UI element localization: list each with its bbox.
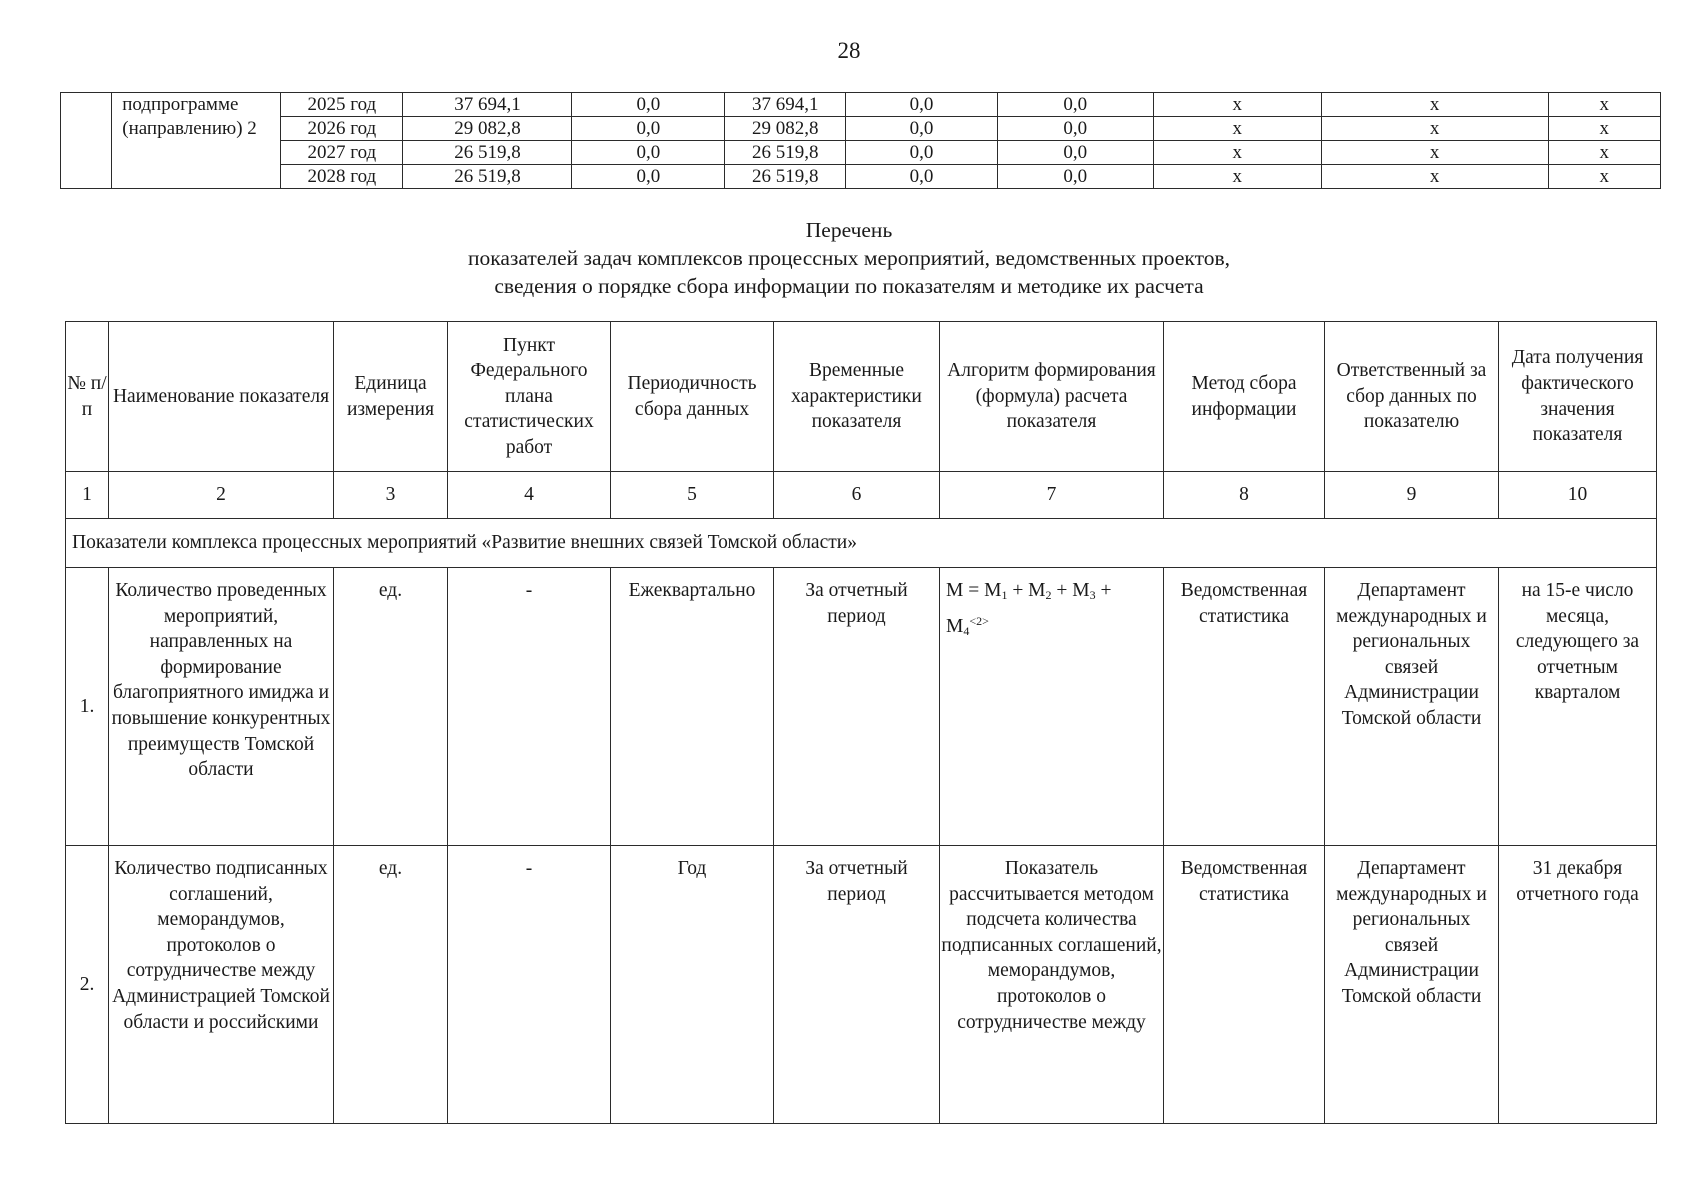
column-header: Метод сбора информации <box>1164 322 1325 472</box>
header-row <box>66 322 1657 472</box>
value-cell: х <box>1153 141 1321 165</box>
subprogram-label: подпрограмме (направлению) 2 <box>112 93 281 189</box>
column-number: 3 <box>334 472 448 519</box>
value-cell: х <box>1321 141 1548 165</box>
value-cell: 0,0 <box>846 165 998 189</box>
indicators-table <box>65 321 1657 1124</box>
formula-cell: $M = M_1 + M_2 + M_3$ + $M_4^{<2>}$ <box>940 568 1164 846</box>
value-cell: 0,0 <box>846 93 998 117</box>
unit-cell: ед. <box>334 846 448 1124</box>
column-header: Единица измерения <box>334 322 448 472</box>
table-row <box>61 165 1661 189</box>
method-cell: Ведомственная статистика <box>1164 846 1325 1124</box>
time-characteristics-cell: За отчетный период <box>774 568 940 846</box>
table-row <box>61 93 1661 117</box>
value-cell: 26 519,8 <box>403 141 572 165</box>
value-cell: 0,0 <box>997 117 1153 141</box>
periodicity-cell: Год <box>611 846 774 1124</box>
value-cell: 29 082,8 <box>725 117 846 141</box>
value-cell: 26 519,8 <box>725 141 846 165</box>
time-characteristics-cell: За отчетный период <box>774 846 940 1124</box>
column-number: 6 <box>774 472 940 519</box>
value-cell: 0,0 <box>572 141 725 165</box>
value-cell: х <box>1321 117 1548 141</box>
year-cell: 2026 год <box>281 117 403 141</box>
value-cell: х <box>1153 165 1321 189</box>
column-header: Наименование показателя <box>109 322 334 472</box>
unit-cell: ед. <box>334 568 448 846</box>
row-number: 2. <box>66 846 109 1124</box>
value-cell: 0,0 <box>846 117 998 141</box>
value-cell: х <box>1153 93 1321 117</box>
column-header: Периодичность сбора данных <box>611 322 774 472</box>
year-cell: 2025 год <box>281 93 403 117</box>
value-cell: 0,0 <box>997 165 1153 189</box>
column-number: 1 <box>66 472 109 519</box>
page-number: 28 <box>837 38 861 63</box>
table-row <box>66 846 1657 1124</box>
value-cell: х <box>1153 117 1321 141</box>
value-cell: 0,0 <box>572 165 725 189</box>
column-number: 8 <box>1164 472 1325 519</box>
column-number: 5 <box>611 472 774 519</box>
column-number: 9 <box>1325 472 1499 519</box>
plan-item-cell: - <box>448 568 611 846</box>
table-row <box>61 141 1661 165</box>
footnote-ref: <2> <box>969 613 989 628</box>
indicator-name: Количество проведенных мероприятий, направленных на формирование благоприятного имиджа и повышение конкурентных преимуществ Томской области <box>109 568 334 846</box>
column-header: Дата получения фактического значения показателя <box>1499 322 1657 472</box>
year-cell: 2028 год <box>281 165 403 189</box>
column-header: Пункт Федерального плана статистических работ <box>448 322 611 472</box>
heading-line: показателей задач комплексов процессных мероприятий, ведомственных проектов, <box>468 246 1230 270</box>
plan-item-cell: - <box>448 846 611 1124</box>
column-number: 7 <box>940 472 1164 519</box>
value-cell: х <box>1548 93 1660 117</box>
responsible-cell: Департамент международных и региональных связей Администрации Томской области <box>1325 568 1499 846</box>
value-cell: 26 519,8 <box>403 165 572 189</box>
value-cell: 0,0 <box>846 141 998 165</box>
date-cell: на 15-е число месяца, следующего за отчетным кварталом <box>1499 568 1657 846</box>
value-cell: х <box>1548 165 1660 189</box>
heading-line: Перечень <box>805 218 893 242</box>
value-cell: 37 694,1 <box>725 93 846 117</box>
value-cell: х <box>1321 93 1548 117</box>
value-cell: х <box>1548 117 1660 141</box>
value-cell: 0,0 <box>572 93 725 117</box>
column-number: 4 <box>448 472 611 519</box>
column-numbers-row <box>66 472 1657 519</box>
value-cell: 0,0 <box>572 117 725 141</box>
column-header: № п/п <box>66 322 109 472</box>
method-cell: Ведомственная статистика <box>1164 568 1325 846</box>
year-cell: 2027 год <box>281 141 403 165</box>
periodicity-cell: Ежеквартально <box>611 568 774 846</box>
section-row <box>66 519 1657 568</box>
value-cell: х <box>1321 165 1548 189</box>
value-cell: 0,0 <box>997 141 1153 165</box>
row-number: 1. <box>66 568 109 846</box>
date-cell: 31 декабря отчетного года <box>1499 846 1657 1124</box>
value-cell: 0,0 <box>997 93 1153 117</box>
column-header: Алгоритм формирования (формула) расчета показателя <box>940 322 1164 472</box>
budget-table <box>60 92 1661 189</box>
section-title: Показатели комплекса процессных мероприятий «Развитие внешних связей Томской области» <box>66 519 1657 568</box>
value-cell: 37 694,1 <box>403 93 572 117</box>
table-row <box>61 117 1661 141</box>
column-header: Ответственный за сбор данных по показателю <box>1325 322 1499 472</box>
heading-line: сведения о порядке сбора информации по показателям и методике их расчета <box>494 274 1204 298</box>
value-cell: 26 519,8 <box>725 165 846 189</box>
formula-cell: Показатель рассчитывается методом подсчета количества подписанных соглашений, меморандумов, протоколов о сотрудничестве между <box>940 846 1164 1124</box>
section-heading <box>0 216 1698 300</box>
column-header: Временные характеристики показателя <box>774 322 940 472</box>
column-number: 10 <box>1499 472 1657 519</box>
responsible-cell: Департамент международных и региональных связей Администрации Томской области <box>1325 846 1499 1124</box>
value-cell: х <box>1548 141 1660 165</box>
value-cell: 29 082,8 <box>403 117 572 141</box>
indicator-name: Количество подписанных соглашений, меморандумов, протоколов о сотрудничестве между Администрацией Томской области и российскими <box>109 846 334 1124</box>
column-number: 2 <box>109 472 334 519</box>
empty-cell <box>61 93 112 189</box>
table-row <box>66 568 1657 846</box>
